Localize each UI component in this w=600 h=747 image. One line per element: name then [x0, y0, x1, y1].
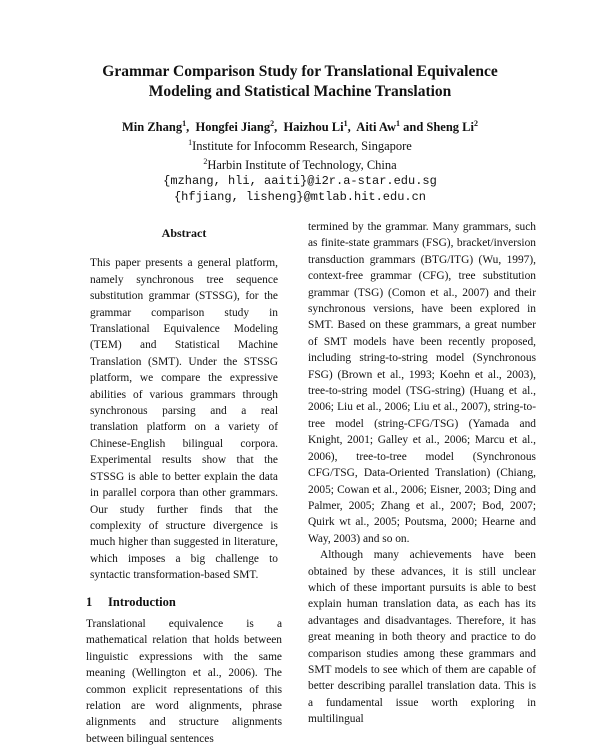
author-affiliation-mark: 1	[182, 119, 187, 128]
section-title: Introduction	[108, 594, 176, 609]
author-name: Haizhou Li	[283, 120, 344, 135]
author-affiliation-mark: 2	[270, 119, 275, 128]
author-name: Sheng Li	[426, 120, 474, 135]
author-name: Hongfei Jiang	[195, 120, 271, 135]
author-and: and	[403, 120, 424, 135]
intro-paragraph: Translational equivalence is a mathematical relation that holds between linguistic expressions with the same meaning (Wellington et al., 2006). The common explicit representations of this relation are word alignments, phrase alignments and structure alignments between bilingual sentences	[86, 617, 282, 745]
author-name: Aiti Aw	[356, 120, 396, 135]
affiliation-1	[0, 135, 600, 154]
section-number: 1	[86, 594, 93, 609]
affiliation-2	[0, 154, 600, 173]
author-block	[0, 116, 600, 205]
right-column	[308, 219, 536, 728]
affiliation-text: Institute for Infocomm Research, Singapore	[192, 139, 412, 154]
title-line-2: Modeling and Statistical Machine Translation	[148, 83, 452, 100]
email-1: {mzhang, hli, aaiti}@i2r.a-star.edu.sg	[163, 174, 437, 189]
email-2: {hfjiang, lisheng}@mtlab.hit.edu.cn	[173, 190, 427, 205]
affiliation-text: Harbin Institute of Technology, China	[207, 158, 397, 173]
title-line-1: Grammar Comparison Study for Translational Equivalence	[102, 63, 498, 80]
right-paragraph-1: termined by the grammar. Many grammars, such as finite-state grammars (FSG), bracket/inversion transduction grammars (BTG/ITG) (Wu, 1997), context-free grammar (CFG), tree substitution grammar (TSG) (Comon et al., 2007) and their synchronous versions, have been explored in SMT. Based on these grammars, a great number of SMT models have been recently proposed, including string-to-string model (Synchronous FSG) (Brown et al., 1993; Koehn et al., 2003), tree-to-string model (TSG-string) (Huang et al., 2006; Liu et al., 2006; Liu et al., 2007), string-to-tree model (string-CFG/TSG) (Yamada and Knight, 2001; Galley et al., 2006; Marcu et al., 2006), tree-to-tree model (Synchronous CFG/TSG, Data-Oriented Translation) (Chiang, 2005; Cowan et al., 2006; Eisner, 2003; Ding and Palmer, 2005; Zhang et al., 2007; Bod, 2007; Quirk wt al., 2005; Poutsma, 2000; Hearne and Way, 2003) and so on.	[308, 221, 536, 545]
abstract-heading: Abstract	[161, 226, 207, 240]
author-names: Min Zhang$^1$, Hongfei Jiang$^2$, Haizhou Li$^1$, Aiti Aw$^1$ and Sheng Li$^2$	[122, 119, 478, 135]
author-affiliation-mark: 2	[474, 119, 478, 128]
section-heading	[86, 594, 282, 610]
affiliation-mark: 1	[188, 138, 193, 148]
author-affiliation-mark: 1	[343, 119, 348, 128]
author-affiliation-mark: 1	[396, 119, 400, 128]
right-paragraph-2: Although many achievements have been obtained by these advances, it is still unclear which of these important pursuits is able to best explain human translation data, as each has its advantages and disadvantages. Therefore, it has great meaning in both theory and practice to do comparison studies among these grammars and SMT models to see which of them are capable of better describing parallel translation data. This is a fundamental issue worth exploring in multilingual	[308, 549, 536, 726]
abstract-body: This paper presents a general platform, namely synchronous tree sequence substitution grammar (STSSG), for the grammar comparison study in Translational Equivalence Modeling (TEM) and Statistical Machine Translation (SMT). Under the STSSG platform, we compare the expressive abilities of various grammars through synchronous parsing and a real translation platform on a variety of Chinese-English bilingual corpora. Experimental results show that the STSSG is able to better explain the data in parallel corpora than other grammars. Our study further finds that the complexity of structure divergence is much higher than suggested in literature, which imposes a big challenge to syntactic transformation-based SMT.	[90, 257, 278, 582]
left-column	[86, 225, 282, 747]
affiliation-mark: 2	[203, 157, 208, 167]
paper-title	[0, 62, 600, 102]
author-name: Min Zhang	[122, 120, 183, 135]
